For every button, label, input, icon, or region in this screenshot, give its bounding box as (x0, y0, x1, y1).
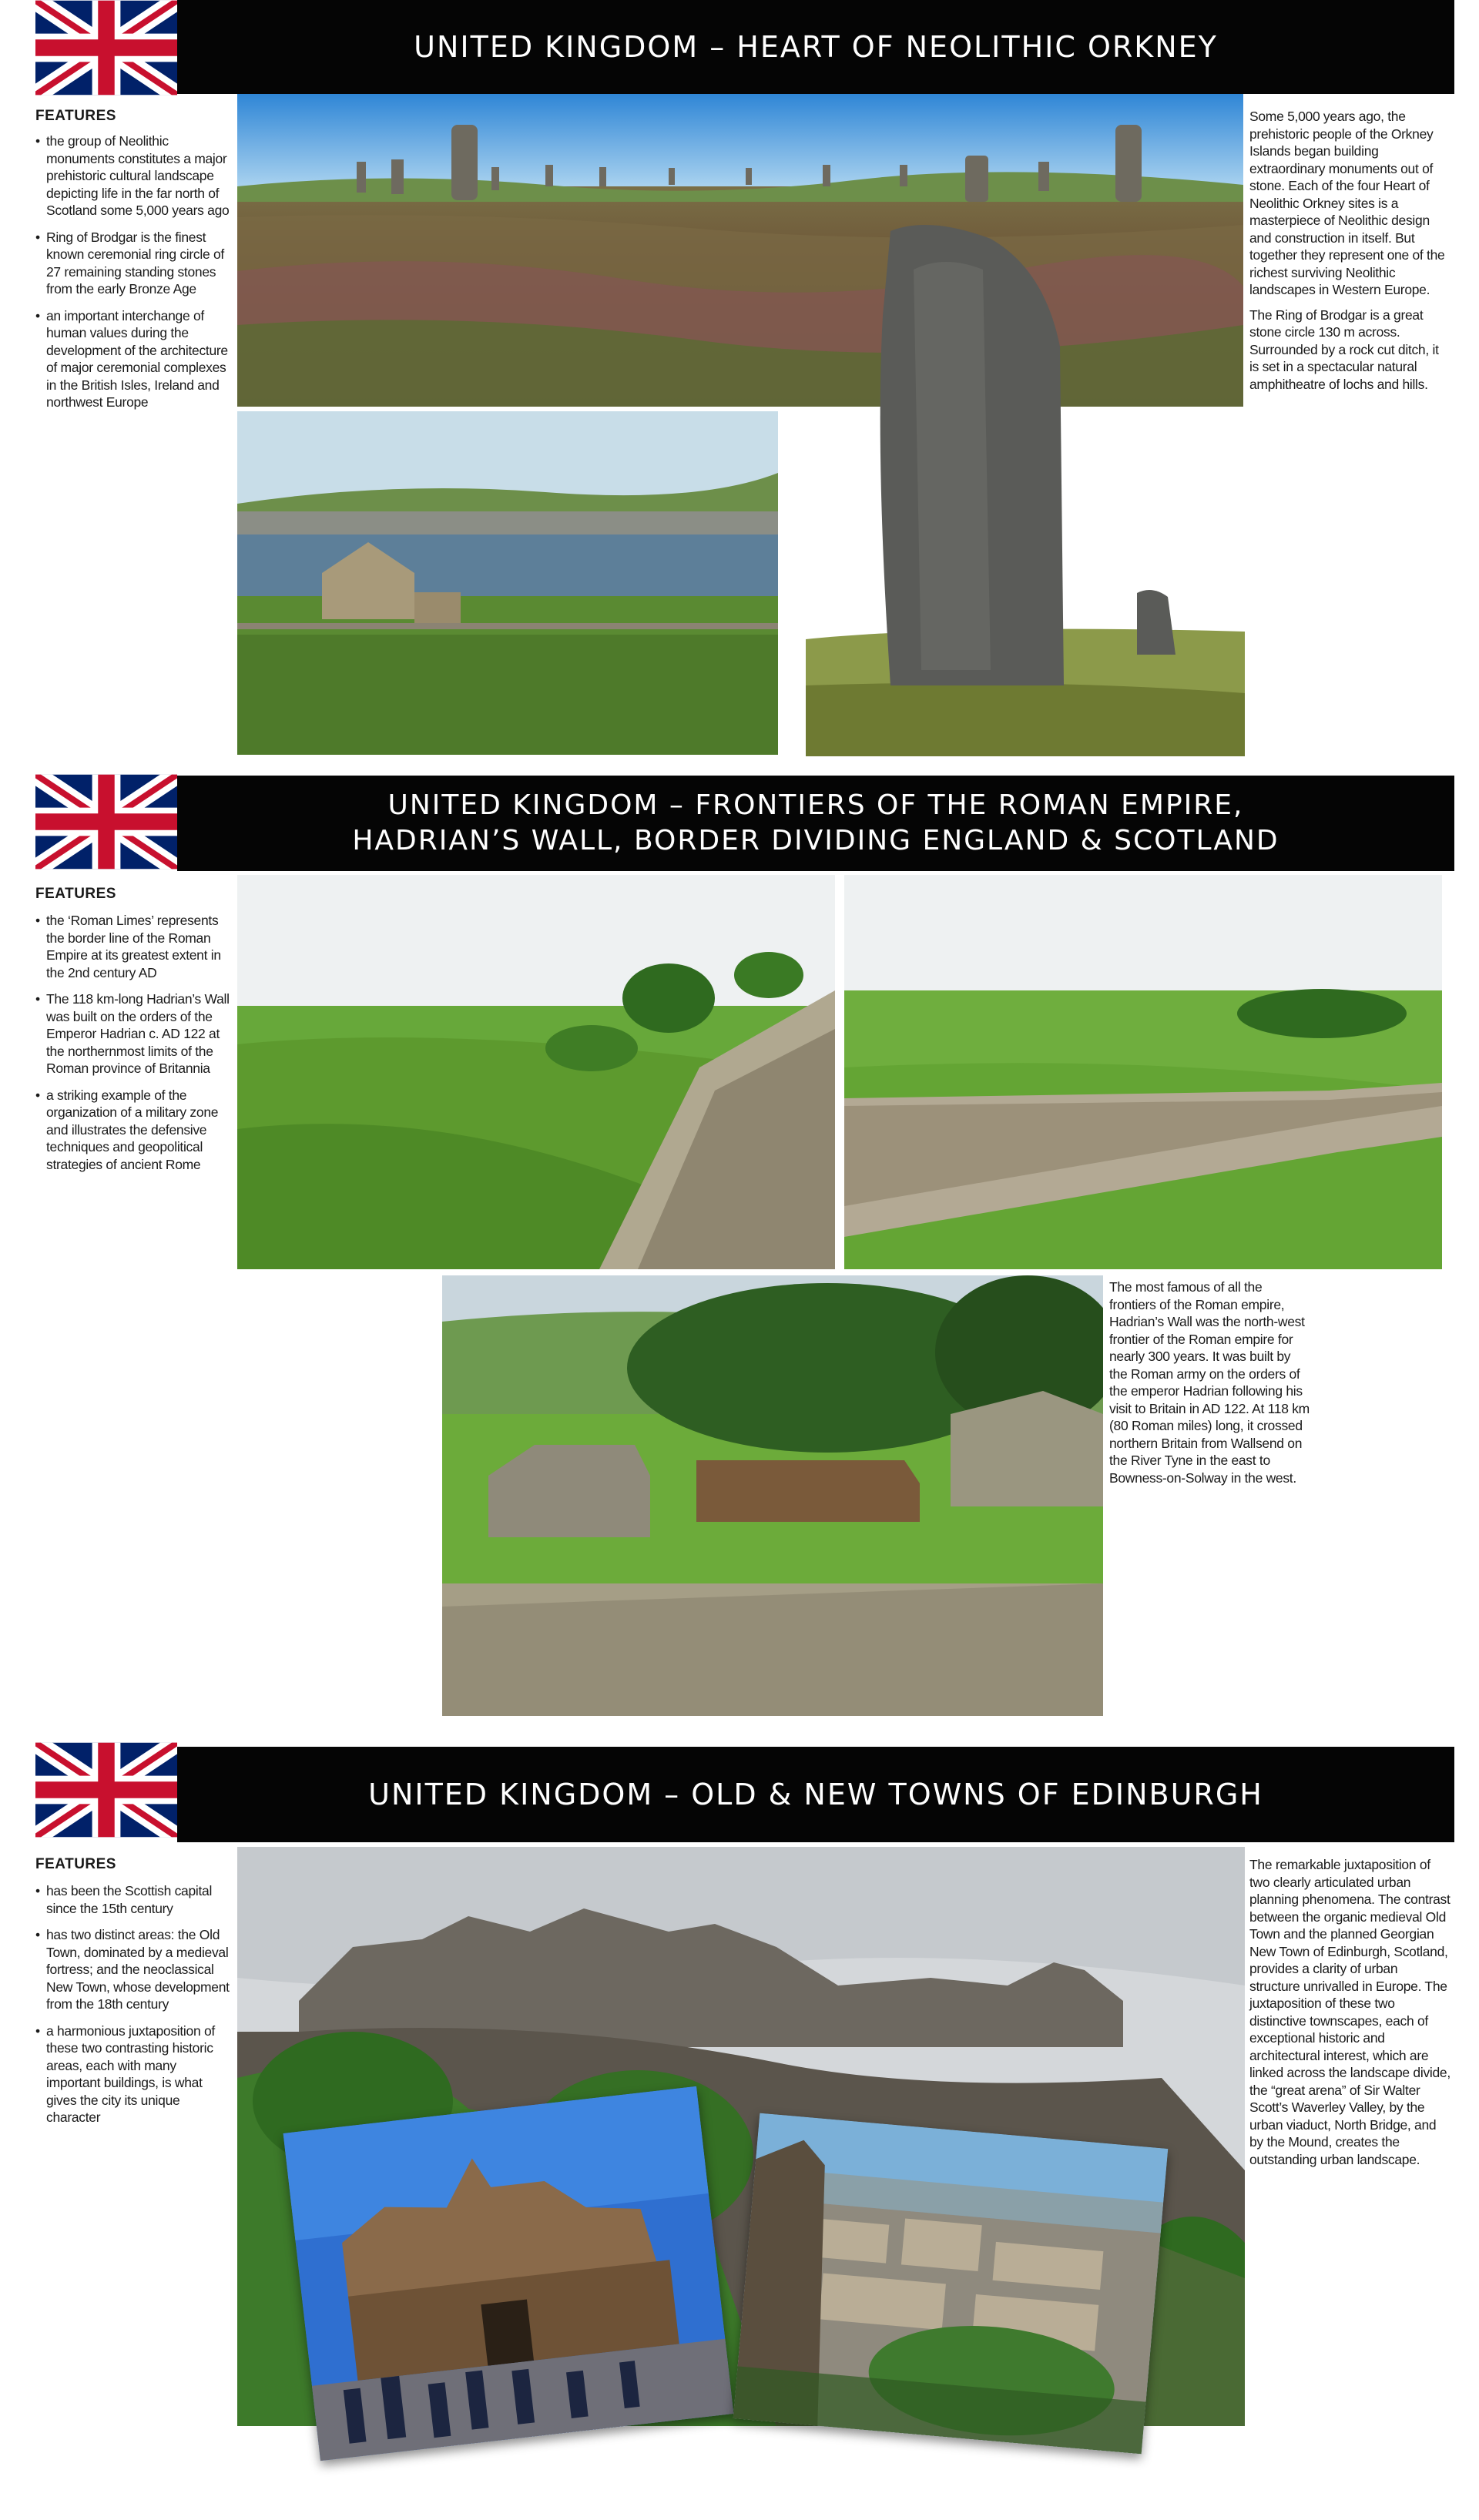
union-jack-flag-icon (35, 774, 177, 870)
section-title: UNITED KINGDOM – OLD & NEW TOWNS OF EDINBURGH (177, 1747, 1454, 1842)
feature-item: • the group of Neolithic monuments constitutes a major prehistoric cultural landscape depicting life in the far north of Scotland some 5,000 years ago (35, 132, 233, 219)
photo-wall-hillside (237, 875, 835, 1269)
section-body (1109, 1278, 1311, 1494)
feature-item: • The 118 km-long Hadrian’s Wall was built on the orders of the Emperor Hadrian c. AD 122 at the northernmost limits of the Roman province of Britannia (35, 990, 233, 1077)
feature-item: • has been the Scottish capital since the 15th century (35, 1882, 233, 1917)
section-title: UNITED KINGDOM – FRONTIERS OF THE ROMAN EMPIRE, HADRIAN’S WALL, BORDER DIVIDING ENGLAND & SCOTLAND (177, 776, 1454, 871)
features-heading: FEATURES (35, 108, 116, 124)
photo-new-town-view (733, 2113, 1169, 2455)
features-list (35, 912, 233, 1182)
section-body (1249, 1856, 1451, 2176)
section-body (1249, 108, 1448, 400)
photo-roman-fort-ruins (442, 1275, 1103, 1716)
photo-orkney-town (237, 411, 778, 755)
feature-item: • has two distinct areas: the Old Town, dominated by a medieval fortress; and the neoclassical New Town, whose development from the 18th century (35, 1926, 233, 2013)
features-list (35, 132, 233, 421)
feature-item: • the ‘Roman Limes’ represents the border line of the Roman Empire at its greatest extent in the 2nd century AD (35, 912, 233, 981)
photo-wall-field (844, 875, 1442, 1269)
body-paragraph: The most famous of all the frontiers of the Roman empire, Hadrian’s Wall was the north-west frontier of the Roman empire for nearly 300 years. It was built by the Roman army on the orders of the emperor Hadrian following his visit to Britain in AD 122. At 118 km (80 Roman miles) long, it crossed northern Britain from Wallsend on the River Tyne in the east to Bowness-on-Solway in the west. (1109, 1279, 1310, 1486)
union-jack-flag-icon (35, 1742, 177, 1838)
features-list (35, 1882, 233, 2136)
body-paragraph: The Ring of Brodgar is a great stone circle 130 m across. Surrounded by a rock cut ditch, it is set in a spectacular natural amphitheatre of lochs and hills. (1249, 307, 1439, 392)
features-heading: FEATURES (35, 1856, 116, 1872)
union-jack-flag-icon (35, 0, 177, 96)
feature-item: • Ring of Brodgar is the finest known ceremonial ring circle of 27 remaining standing stones from the early Bronze Age (35, 229, 233, 298)
feature-item: • a striking example of the organization of a military zone and illustrates the defensive techniques and geopolitical strategies of ancient Rome (35, 1087, 233, 1174)
features-heading: FEATURES (35, 886, 116, 902)
photo-castle-gate (283, 2086, 734, 2461)
section-title: UNITED KINGDOM – HEART OF NEOLITHIC ORKNEY (177, 0, 1454, 94)
body-paragraph: Some 5,000 years ago, the prehistoric people of the Orkney Islands began building extraordinary monuments out of stone. Each of the four Heart of Neolithic Orkney sites is a masterpiece of Neolithic design and construction in itself. But together they represent one of the richest surviving Neolithic landscapes in Western Europe. (1249, 109, 1445, 297)
feature-item: • a harmonious juxtaposition of these two contrasting historic areas, each with many important buildings, is what gives the city its unique character (35, 2022, 233, 2126)
photo-standing-stone (806, 223, 1245, 756)
feature-item: • an important interchange of human values during the development of the architecture of major ceremonial complexes in the British Isles, Ireland and northwest Europe (35, 307, 233, 411)
body-paragraph: The remarkable juxtaposition of two clearly articulated urban planning phenomena. The contrast between the organic medieval Old Town and the planned Georgian New Town of Edinburgh, Scotland, provides a clarity of urban structure unrivalled in Europe. The juxtaposition of these two distinctive townscapes, each of exceptional historic and architectural interest, which are linked across the landscape divide, the “great arena” of Sir Walter Scott’s Waverley Valley, by the urban viaduct, North Bridge, and by the Mound, creates the outstanding urban landscape. (1249, 1857, 1450, 2167)
